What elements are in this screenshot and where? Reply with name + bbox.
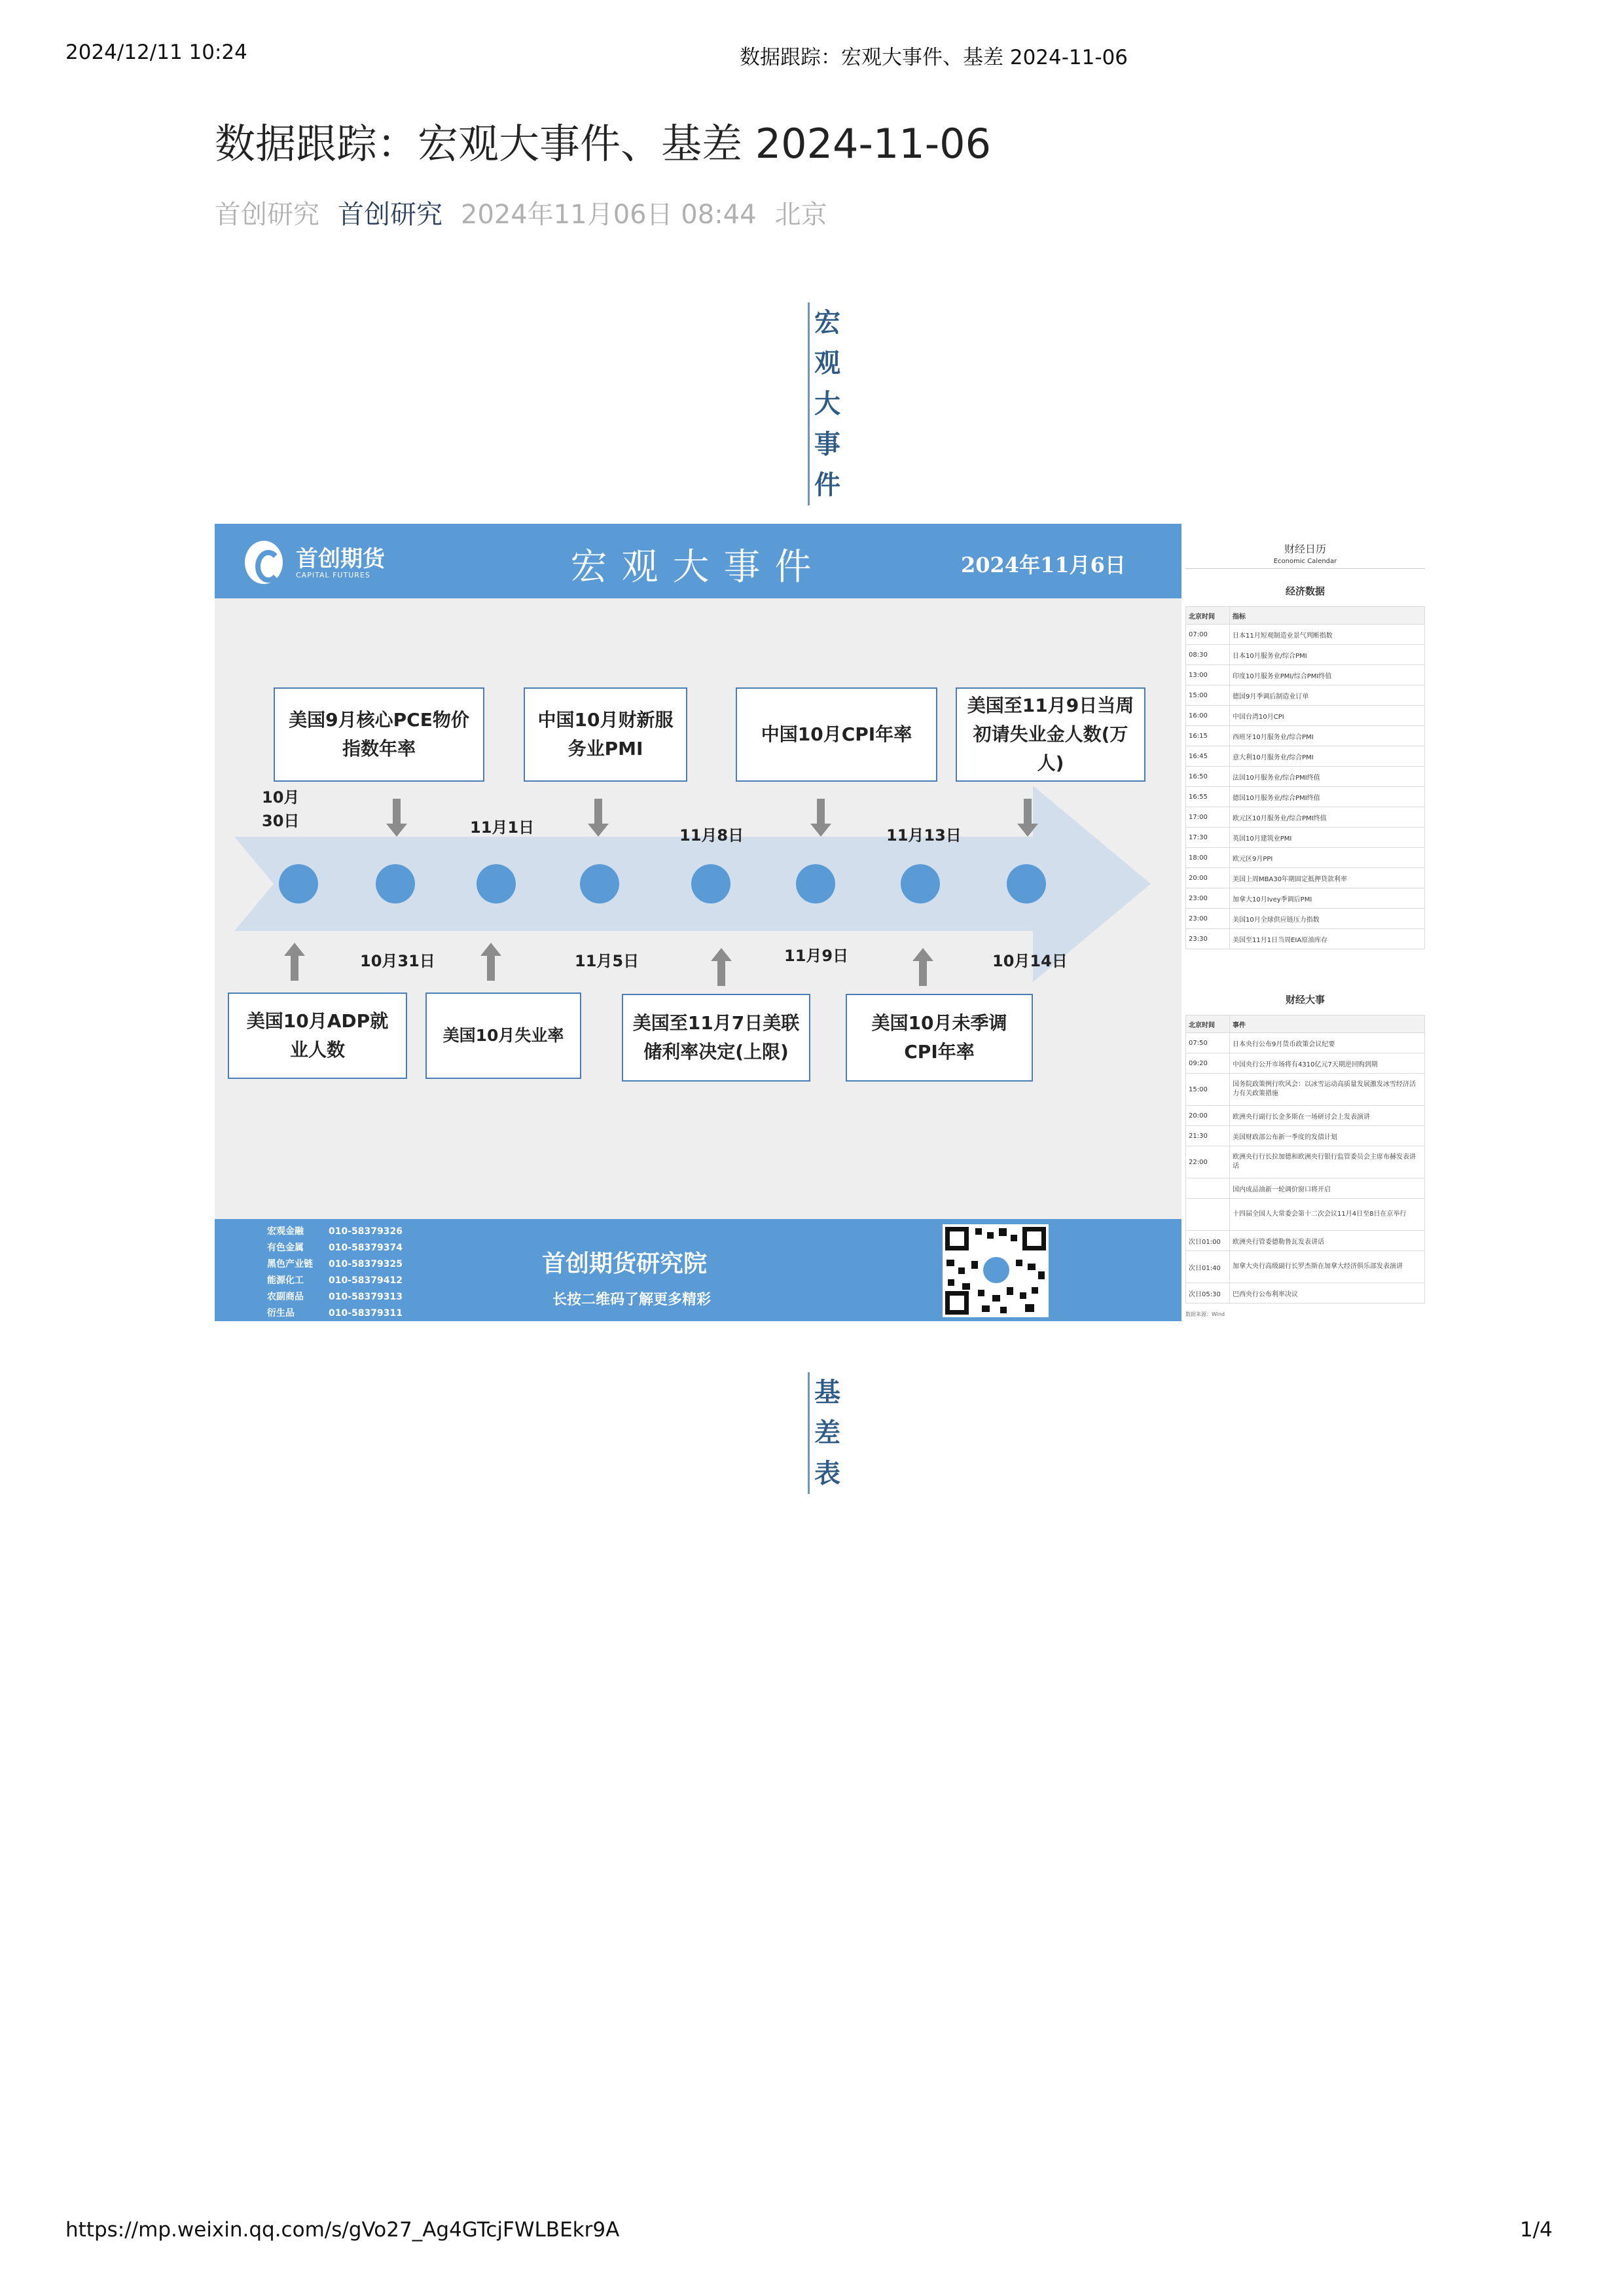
event-box-china-cpi: 中国10月CPI年率 bbox=[736, 687, 937, 782]
date-label: 11月9日 bbox=[784, 947, 849, 965]
meta-datetime: 2024年11月06日 08:44 bbox=[461, 200, 757, 230]
logo-text: 首创期货 bbox=[296, 546, 385, 572]
table-row bbox=[1186, 909, 1425, 929]
table-row bbox=[1186, 1126, 1425, 1146]
event-box-us-cpi-nsa: 美国10月未季调CPI年率 bbox=[846, 994, 1033, 1082]
logo-subtext: CAPITAL FUTURES bbox=[296, 571, 370, 579]
table-row bbox=[1186, 665, 1425, 685]
content-cell: 欧元区10月服务业/综合PMI终值 bbox=[1230, 807, 1425, 828]
arrow-up-icon bbox=[717, 953, 725, 986]
footer-institute-name: 首创期货研究院 bbox=[542, 1250, 708, 1277]
timeline-dot bbox=[691, 864, 730, 903]
time-cell: 23:00 bbox=[1186, 909, 1230, 929]
section-char: 件 bbox=[814, 470, 840, 500]
table-row bbox=[1186, 625, 1425, 645]
section-label-basis-table bbox=[808, 1372, 845, 1494]
date-label: 11月13日 bbox=[886, 826, 962, 845]
qr-code-icon bbox=[943, 1224, 1049, 1317]
table-row bbox=[1186, 807, 1425, 828]
economic-calendar bbox=[1181, 524, 1429, 1321]
calendar-subtitle: Economic Calendar bbox=[1273, 558, 1337, 565]
time-cell: 13:00 bbox=[1186, 665, 1230, 685]
col-header: 事件 bbox=[1230, 1015, 1425, 1033]
macro-events-infographic bbox=[215, 524, 1181, 1321]
calendar-divider bbox=[1185, 568, 1425, 569]
arrow-up-icon bbox=[291, 948, 298, 981]
infographic-title: 宏观大事件 bbox=[570, 546, 826, 589]
content-cell: 欧洲央行行长拉加德和欧洲央行银行监管委员会主席布赫发表讲话 bbox=[1230, 1146, 1425, 1178]
calendar-event-heading: 财经大事 bbox=[1285, 994, 1325, 1006]
content-cell: 日本11月短观制造业景气判断指数 bbox=[1230, 625, 1425, 645]
table-row bbox=[1186, 1231, 1425, 1251]
infographic-footer-bar bbox=[215, 1219, 1181, 1321]
time-cell: 次日01:00 bbox=[1186, 1231, 1230, 1251]
content-cell: 印度10月服务业PMI/综合PMI终值 bbox=[1230, 665, 1425, 685]
col-header: 指标 bbox=[1230, 607, 1425, 625]
meta-location: 北京 bbox=[774, 200, 827, 230]
article-meta bbox=[215, 194, 846, 231]
table-row bbox=[1186, 1178, 1425, 1199]
time-cell: 17:00 bbox=[1186, 807, 1230, 828]
col-header: 北京时间 bbox=[1186, 1015, 1230, 1033]
content-cell: 西班牙10月服务业/综合PMI bbox=[1230, 726, 1425, 746]
table-row bbox=[1186, 1283, 1425, 1303]
time-cell: 07:00 bbox=[1186, 625, 1230, 645]
arrow-down-icon bbox=[594, 799, 602, 831]
content-cell: 中国台湾10月CPI bbox=[1230, 706, 1425, 726]
content-cell: 欧洲央行副行长金多斯在一场研讨会上发表演讲 bbox=[1230, 1106, 1425, 1126]
content-cell: 英国10月建筑业PMI bbox=[1230, 828, 1425, 848]
calendar-title: 财经日历 bbox=[1284, 543, 1326, 555]
table-row bbox=[1186, 787, 1425, 807]
table-row bbox=[1186, 1251, 1425, 1283]
table-row bbox=[1186, 685, 1425, 706]
timeline-dot bbox=[796, 864, 835, 903]
timeline-dot bbox=[580, 864, 619, 903]
print-timestamp: 2024/12/11 10:24 bbox=[65, 41, 247, 64]
section-char: 事 bbox=[814, 429, 840, 460]
time-cell: 21:30 bbox=[1186, 1126, 1230, 1146]
footer-qr-hint: 长按二维码了解更多精彩 bbox=[552, 1292, 712, 1308]
date-label: 11月5日 bbox=[575, 952, 640, 970]
event-box-us-core-pce: 美国9月核心PCE物价指数年率 bbox=[274, 687, 484, 782]
qr-logo-icon bbox=[983, 1257, 1009, 1283]
content-cell: 加拿大10月Ivey季调后PMI bbox=[1230, 888, 1425, 909]
calendar-source-note: 数据来源：Wind bbox=[1185, 1311, 1225, 1317]
time-cell: 15:00 bbox=[1186, 1074, 1230, 1106]
table-row bbox=[1186, 888, 1425, 909]
event-box-us-unemployment: 美国10月失业率 bbox=[425, 993, 581, 1079]
content-cell: 国务院政策例行吹风会：以冰雪运动高质量发展激发冰雪经济活力有关政策措施 bbox=[1230, 1074, 1425, 1106]
table-row bbox=[1186, 746, 1425, 767]
table-row bbox=[1186, 767, 1425, 787]
arrow-down-icon bbox=[1024, 799, 1032, 831]
date-label: 10月14日 bbox=[992, 952, 1068, 970]
contact-row: 宏观金融 010-58379326 bbox=[267, 1226, 403, 1237]
table-row bbox=[1186, 929, 1425, 949]
time-cell bbox=[1186, 1199, 1230, 1231]
timeline-dot bbox=[477, 864, 516, 903]
table-row bbox=[1186, 706, 1425, 726]
time-cell: 16:55 bbox=[1186, 787, 1230, 807]
infographic-header-bar bbox=[215, 524, 1181, 598]
time-cell: 18:00 bbox=[1186, 848, 1230, 868]
date-label: 11月8日 bbox=[679, 826, 744, 845]
print-url: https://mp.weixin.qq.com/s/gVo27_Ag4GTcjFWLBEkr9A bbox=[65, 2218, 620, 2242]
print-page-title: 数据跟踪：宏观大事件、基差 2024-11-06 bbox=[740, 46, 1128, 69]
article-title: 数据跟踪：宏观大事件、基差 2024-11-06 bbox=[215, 120, 992, 168]
time-cell: 16:45 bbox=[1186, 746, 1230, 767]
infographic-date: 2024年11月6日 bbox=[961, 553, 1126, 577]
section-char: 观 bbox=[814, 348, 840, 378]
economic-data-table bbox=[1185, 606, 1425, 949]
print-page-number: 1/4 bbox=[1520, 2218, 1553, 2242]
arrow-down-icon bbox=[393, 799, 401, 831]
event-box-china-caixin-pmi: 中国10月财新服务业PMI bbox=[524, 687, 687, 782]
time-cell: 09:20 bbox=[1186, 1053, 1230, 1074]
timeline-dot bbox=[279, 864, 318, 903]
contact-row: 能源化工 010-58379412 bbox=[267, 1275, 403, 1286]
arrow-up-icon bbox=[919, 953, 927, 986]
section-char: 宏 bbox=[814, 308, 840, 338]
time-cell: 次日05:30 bbox=[1186, 1283, 1230, 1303]
date-label: 10月30日 bbox=[262, 788, 300, 830]
table-row bbox=[1186, 1033, 1425, 1053]
time-cell bbox=[1186, 1178, 1230, 1199]
meta-account-link[interactable]: 首创研究 bbox=[338, 200, 442, 230]
contact-row: 黑色产业链 010-58379325 bbox=[267, 1259, 403, 1269]
content-cell: 中国央行公开市场将有4310亿元7天期逆回购到期 bbox=[1230, 1053, 1425, 1074]
content-cell: 巴西央行公布利率决议 bbox=[1230, 1283, 1425, 1303]
time-cell: 15:00 bbox=[1186, 685, 1230, 706]
time-cell: 次日01:40 bbox=[1186, 1251, 1230, 1283]
col-header: 北京时间 bbox=[1186, 607, 1230, 625]
content-cell: 国内成品油新一轮调价窗口将开启 bbox=[1230, 1178, 1425, 1199]
content-cell: 美国财政部公布新一季度的发债计划 bbox=[1230, 1126, 1425, 1146]
content-cell: 欧元区9月PPI bbox=[1230, 848, 1425, 868]
content-cell: 德国10月服务业/综合PMI终值 bbox=[1230, 787, 1425, 807]
content-cell: 法国10月服务业/综合PMI终值 bbox=[1230, 767, 1425, 787]
time-cell: 16:50 bbox=[1186, 767, 1230, 787]
table-row bbox=[1186, 1199, 1425, 1231]
calendar-data-heading: 经济数据 bbox=[1285, 585, 1325, 597]
contact-row: 有色金属 010-58379374 bbox=[267, 1243, 403, 1253]
table-row bbox=[1186, 726, 1425, 746]
date-label: 11月1日 bbox=[470, 818, 535, 837]
content-cell: 日本央行公布9月货币政策会议纪要 bbox=[1230, 1033, 1425, 1053]
time-cell: 07:50 bbox=[1186, 1033, 1230, 1053]
section-char: 表 bbox=[814, 1459, 840, 1489]
time-cell: 23:00 bbox=[1186, 888, 1230, 909]
table-row bbox=[1186, 1106, 1425, 1126]
content-cell: 十四届全国人大常委会第十二次会议11月4日至8日在京举行 bbox=[1230, 1199, 1425, 1231]
arrow-up-icon bbox=[487, 948, 495, 981]
table-row bbox=[1186, 828, 1425, 848]
content-cell: 美国10月全球供应链压力指数 bbox=[1230, 909, 1425, 929]
time-cell: 17:30 bbox=[1186, 828, 1230, 848]
event-box-fed-rate-decision: 美国至11月7日美联储利率决定(上限) bbox=[622, 994, 810, 1082]
time-cell: 16:00 bbox=[1186, 706, 1230, 726]
date-label: 10月31日 bbox=[360, 952, 435, 970]
content-cell: 日本10月服务业/综合PMI bbox=[1230, 645, 1425, 665]
table-row bbox=[1186, 645, 1425, 665]
table-row bbox=[1186, 868, 1425, 888]
financial-events-table bbox=[1185, 1015, 1425, 1303]
timeline-dot bbox=[1007, 864, 1046, 903]
time-cell: 16:15 bbox=[1186, 726, 1230, 746]
content-cell: 美国上周MBA30年期固定抵押贷款利率 bbox=[1230, 868, 1425, 888]
content-cell: 欧洲央行管委德勒鲁瓦发表讲话 bbox=[1230, 1231, 1425, 1251]
contact-row: 衍生品 010-58379311 bbox=[267, 1308, 403, 1319]
section-char: 大 bbox=[814, 389, 840, 419]
event-box-us-adp: 美国10月ADP就业人数 bbox=[228, 993, 407, 1079]
time-cell: 22:00 bbox=[1186, 1146, 1230, 1178]
section-label-macro-events bbox=[808, 302, 845, 505]
event-box-us-jobless-claims: 美国至11月9日当周初请失业金人数(万人) bbox=[956, 687, 1145, 782]
contact-row: 农副商品 010-58379313 bbox=[267, 1292, 403, 1302]
content-cell: 意大利10月服务业/综合PMI bbox=[1230, 746, 1425, 767]
meta-source: 首创研究 bbox=[215, 200, 319, 230]
content-cell: 加拿大央行高级副行长罗杰斯在加拿大经济俱乐部发表演讲 bbox=[1230, 1251, 1425, 1283]
content-cell: 美国至11月1日当周EIA原油库存 bbox=[1230, 929, 1425, 949]
timeline-dot bbox=[901, 864, 940, 903]
time-cell: 20:00 bbox=[1186, 868, 1230, 888]
arrow-down-icon bbox=[817, 799, 825, 831]
content-cell: 德国9月季调后制造业订单 bbox=[1230, 685, 1425, 706]
time-cell: 23:30 bbox=[1186, 929, 1230, 949]
section-char: 差 bbox=[814, 1418, 840, 1448]
table-row bbox=[1186, 1053, 1425, 1074]
time-cell: 20:00 bbox=[1186, 1106, 1230, 1126]
time-cell: 08:30 bbox=[1186, 645, 1230, 665]
table-row bbox=[1186, 1146, 1425, 1178]
table-row bbox=[1186, 848, 1425, 868]
section-char: 基 bbox=[814, 1377, 840, 1408]
table-row bbox=[1186, 1074, 1425, 1106]
timeline-dot bbox=[376, 864, 415, 903]
